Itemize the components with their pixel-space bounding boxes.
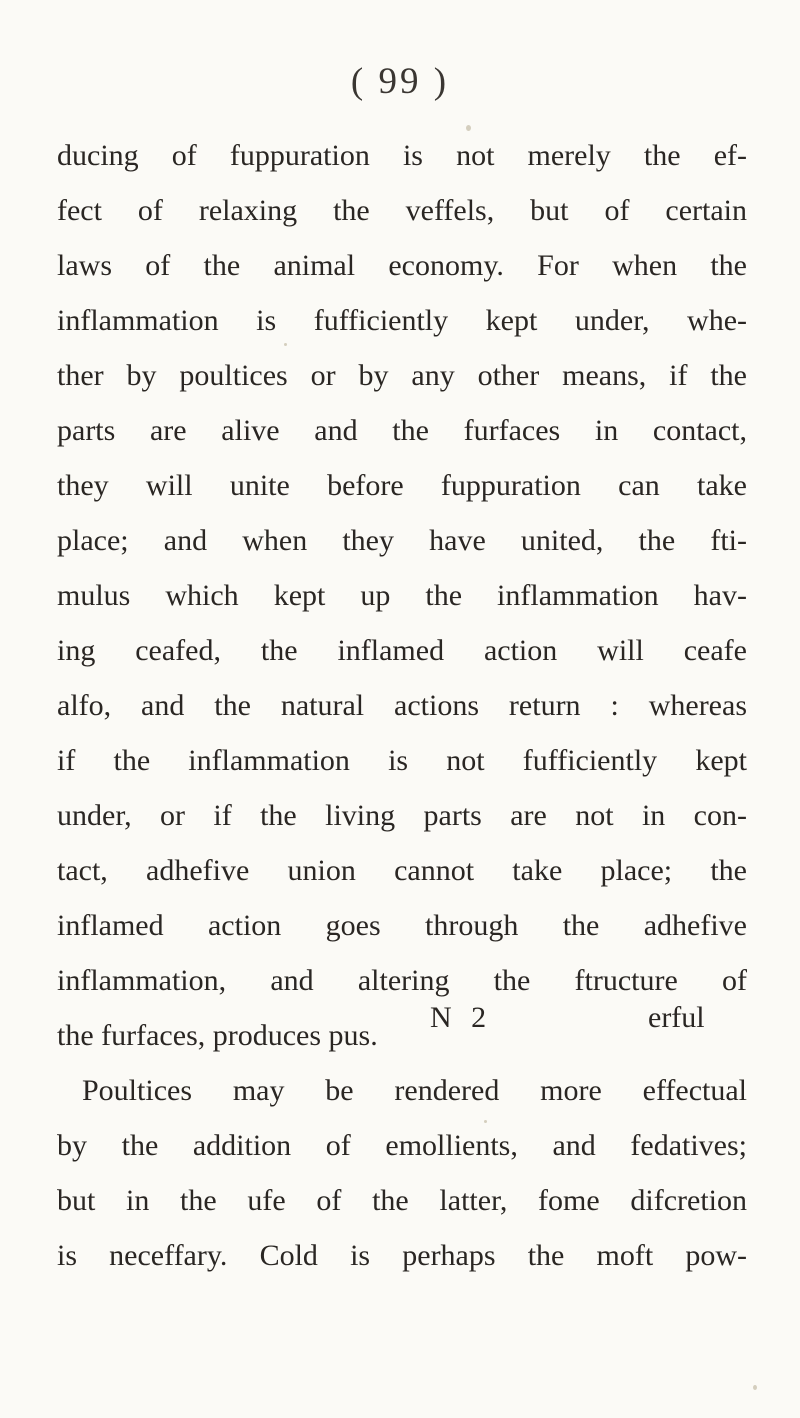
paper-speck xyxy=(466,125,471,131)
signature-mark: N 2 xyxy=(430,1001,493,1034)
text-line: inflammation is fufficiently kept under, whe- xyxy=(57,304,747,337)
text-line: by the addition of emollients, and fedatives; xyxy=(57,1129,747,1162)
paper-speck xyxy=(753,1385,757,1390)
text-line: inflamed action goes through the adhefive xyxy=(57,909,747,942)
page-footer xyxy=(0,1001,800,1051)
text-line: if the inflammation is not fufficiently kept xyxy=(57,744,747,777)
text-line: is neceffary. Cold is perhaps the moft pow- xyxy=(57,1239,747,1272)
text-line: ducing of fuppuration is not merely the ef- xyxy=(57,139,747,172)
text-line: tact, adhefive union cannot take place; the xyxy=(57,854,747,887)
text-line: place; and when they have united, the fti- xyxy=(57,524,747,557)
text-line: mulus which kept up the inflammation hav- xyxy=(57,579,747,612)
text-line: alfo, and the natural actions return : whereas xyxy=(57,689,747,722)
paper-speck xyxy=(484,1120,487,1123)
page-number: ( 99 ) xyxy=(350,61,450,102)
text-line: fect of relaxing the veffels, but of certain xyxy=(57,194,747,227)
text-line: laws of the animal economy. For when the xyxy=(57,249,747,282)
catchword: erful xyxy=(648,1001,705,1034)
text-line-paragraph-end: the furfaces, produces pus. xyxy=(57,1019,378,1052)
text-line: inflammation, and altering the ftructure of xyxy=(57,964,747,997)
text-line: ing ceafed, the inflamed action will ceafe xyxy=(57,634,747,667)
body-text xyxy=(57,128,747,1283)
text-line: parts are alive and the furfaces in contact, xyxy=(57,414,747,447)
text-line: but in the ufe of the latter, fome difcretion xyxy=(57,1184,747,1217)
text-line: ther by poultices or by any other means, if the xyxy=(57,359,747,392)
text-line: they will unite before fuppuration can take xyxy=(57,469,747,502)
text-line: under, or if the living parts are not in con- xyxy=(57,799,747,832)
text-line-paragraph-start: Poultices may be rendered more effectual xyxy=(82,1074,747,1107)
paper-speck xyxy=(284,343,287,346)
